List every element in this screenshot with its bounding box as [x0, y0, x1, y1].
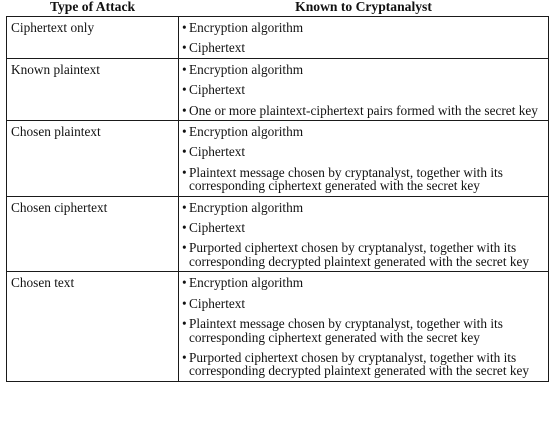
attack-type-cell: Known plaintext [7, 58, 179, 120]
attack-type-cell: Ciphertext only [7, 17, 179, 59]
list-item-text: Encryption algorithm [189, 275, 304, 291]
list-item [182, 297, 544, 310]
attack-types-table [6, 0, 549, 382]
bullet-icon: • [182, 61, 187, 77]
known-items-cell [179, 272, 549, 381]
header-known-to-cryptanalyst: Known to Cryptanalyst [295, 0, 432, 14]
list-item-text: Encryption algorithm [189, 20, 304, 35]
attack-type-cell: Chosen ciphertext [7, 196, 179, 272]
bullet-icon: • [182, 20, 187, 35]
table-row [7, 196, 549, 272]
list-item-text: Encryption algorithm [189, 124, 304, 140]
list-item-text: Plaintext message chosen by cryptanalyst, together with its corresponding ciphertext generated with the secret key [189, 164, 503, 194]
list-item [182, 317, 544, 344]
bullet-icon: • [182, 164, 187, 180]
list-item [182, 166, 544, 193]
table-row [7, 272, 549, 381]
attack-type-cell: Chosen text [7, 272, 179, 381]
list-item [182, 145, 544, 158]
bullet-icon: • [182, 199, 187, 215]
list-item [182, 83, 544, 96]
list-item-text: Encryption algorithm [189, 61, 304, 77]
header-type-of-attack: Type of Attack [49, 0, 136, 14]
table-row [7, 58, 549, 120]
bullet-icon: • [182, 102, 187, 118]
list-item-text: Ciphertext [189, 40, 246, 56]
list-item [182, 221, 544, 234]
bullet-icon: • [182, 40, 187, 56]
list-item [182, 125, 544, 138]
list-item [182, 21, 544, 34]
table-row [7, 17, 549, 59]
bullet-icon: • [182, 240, 187, 256]
list-item [182, 276, 544, 289]
list-item-text: Ciphertext [189, 220, 246, 236]
list-item [182, 351, 544, 378]
list-item [182, 104, 544, 117]
table-body [7, 17, 549, 382]
bullet-icon: • [182, 144, 187, 160]
list-item [182, 201, 544, 214]
known-items-cell [179, 17, 549, 59]
bullet-icon: • [182, 316, 187, 332]
bullet-icon: • [182, 220, 187, 236]
list-item-text: Ciphertext [189, 82, 246, 98]
list-item-text: Encryption algorithm [189, 199, 304, 215]
bullet-icon: • [182, 275, 187, 291]
list-item-text: One or more plaintext-ciphertext pairs formed with the secret key [189, 102, 538, 118]
bullet-icon: • [182, 124, 187, 140]
list-item-text: Plaintext message chosen by cryptanalyst, together with its corresponding ciphertext generated with the secret key [189, 316, 503, 345]
table-header-row [7, 0, 549, 17]
bullet-icon: • [182, 82, 187, 98]
known-items-cell [179, 58, 549, 120]
attack-type-cell: Chosen plaintext [7, 121, 179, 197]
list-item-text: Ciphertext [189, 295, 246, 311]
bullet-icon: • [182, 295, 187, 311]
list-item-text: Purported ciphertext chosen by cryptanalyst, together with its corresponding decrypted plaintext generated with the secret key [189, 240, 530, 269]
list-item [182, 241, 544, 268]
list-item [182, 41, 544, 54]
known-items-cell [179, 121, 549, 197]
list-item-text: Ciphertext [189, 144, 246, 160]
known-items-cell [179, 196, 549, 272]
list-item-text: Purported ciphertext chosen by cryptanalyst, together with its corresponding decrypted plaintext generated with the secret key [189, 349, 530, 379]
list-item [182, 63, 544, 76]
bullet-icon: • [182, 349, 187, 365]
table-row [7, 121, 549, 197]
